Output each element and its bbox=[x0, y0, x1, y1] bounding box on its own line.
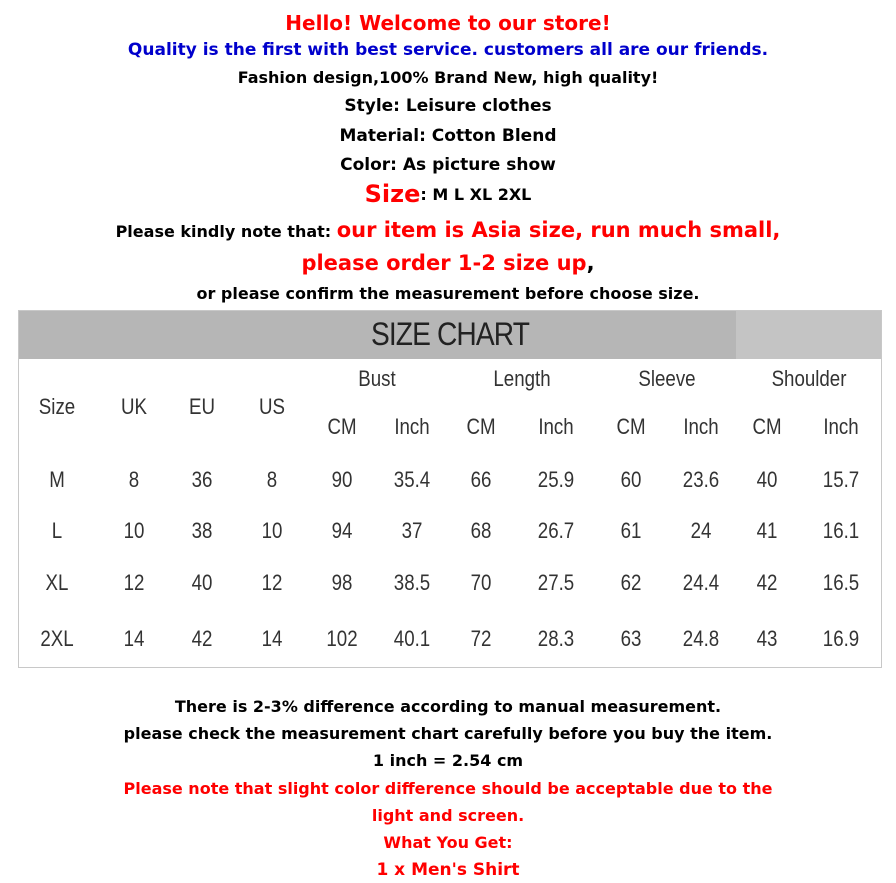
table-cell: XL bbox=[45, 570, 69, 595]
table-cell: 27.5 bbox=[537, 570, 575, 595]
fashion-line: Fashion design,100% Brand New, high quality! bbox=[237, 68, 659, 87]
unit-header: Inch bbox=[394, 414, 430, 439]
table-cell: 38.5 bbox=[393, 570, 431, 595]
table-cell: M bbox=[49, 467, 65, 492]
table-cell: 35.4 bbox=[393, 467, 431, 492]
check-note: please check the measurement chart carefully before you buy the item. bbox=[123, 724, 773, 743]
unit-header: Inch bbox=[538, 414, 574, 439]
table-cell: 102 bbox=[326, 626, 358, 651]
size-chart-title: SIZE CHART bbox=[370, 316, 530, 352]
table-cell: 68 bbox=[470, 518, 492, 543]
table-cell: 38 bbox=[191, 518, 213, 543]
note-line bbox=[0, 218, 896, 242]
table-cell: 15.7 bbox=[822, 467, 860, 492]
table-cell: 12 bbox=[123, 570, 145, 595]
confirm-line: or please confirm the measurement before choose size. bbox=[196, 284, 700, 303]
group-header: Shoulder bbox=[771, 366, 847, 391]
size-chart bbox=[18, 310, 882, 668]
table-cell: 37 bbox=[401, 518, 423, 543]
note-warning-2: please order 1-2 size up bbox=[301, 251, 587, 275]
table-cell: 43 bbox=[756, 626, 778, 651]
table-cell: 8 bbox=[128, 467, 140, 492]
table-cell: 24.4 bbox=[682, 570, 720, 595]
size-values: : M L XL 2XL bbox=[420, 185, 532, 204]
table-cell: 42 bbox=[191, 626, 213, 651]
table-cell: 60 bbox=[620, 467, 642, 492]
table-cell: 42 bbox=[756, 570, 778, 595]
table-cell: 94 bbox=[331, 518, 353, 543]
table-cell: 40 bbox=[756, 467, 778, 492]
table-cell: 16.5 bbox=[822, 570, 860, 595]
unit-header: CM bbox=[752, 414, 782, 439]
style-line: Style: Leisure clothes bbox=[344, 96, 552, 116]
group-header: Bust bbox=[358, 366, 396, 391]
table-cell: 70 bbox=[470, 570, 492, 595]
table-cell: 40 bbox=[191, 570, 213, 595]
package-item: 1 x Men's Shirt bbox=[376, 860, 520, 880]
difference-note: There is 2-3% difference according to manual measurement. bbox=[174, 697, 722, 716]
color-line: Color: As picture show bbox=[340, 155, 556, 175]
col-header: UK bbox=[121, 394, 147, 419]
table-cell: 26.7 bbox=[537, 518, 575, 543]
table-cell: 10 bbox=[261, 518, 283, 543]
table-cell: 62 bbox=[620, 570, 642, 595]
group-header: Length bbox=[493, 366, 551, 391]
table-cell: 40.1 bbox=[393, 626, 431, 651]
table-cell: 61 bbox=[620, 518, 642, 543]
table-cell: 63 bbox=[620, 626, 642, 651]
table-cell: 28.3 bbox=[537, 626, 575, 651]
table-cell: 72 bbox=[470, 626, 492, 651]
table-cell: 98 bbox=[331, 570, 353, 595]
note-prefix: Please kindly note that: bbox=[115, 222, 337, 241]
table-cell: L bbox=[51, 518, 63, 543]
group-header: Sleeve bbox=[638, 366, 696, 391]
col-header: EU bbox=[189, 394, 215, 419]
table-cell: 24 bbox=[690, 518, 712, 543]
note-comma: , bbox=[586, 251, 595, 275]
size-label: Size bbox=[364, 180, 421, 208]
table-cell: 90 bbox=[331, 467, 353, 492]
table-cell: 24.8 bbox=[682, 626, 720, 651]
table-cell: 8 bbox=[266, 467, 278, 492]
size-chart-header bbox=[19, 311, 881, 359]
unit-header: CM bbox=[616, 414, 646, 439]
note-line-2 bbox=[0, 251, 896, 275]
table-cell: 12 bbox=[261, 570, 283, 595]
unit-header: Inch bbox=[823, 414, 859, 439]
table-cell: 14 bbox=[261, 626, 283, 651]
col-header: Size bbox=[38, 394, 76, 419]
table-cell: 25.9 bbox=[537, 467, 575, 492]
table-cell: 16.9 bbox=[822, 626, 860, 651]
material-line: Material: Cotton Blend bbox=[339, 126, 557, 146]
quality-tagline: Quality is the first with best service. customers all are our friends. bbox=[127, 40, 769, 60]
color-note-1: Please note that slight color difference should be acceptable due to the bbox=[123, 779, 773, 798]
table-cell: 41 bbox=[756, 518, 778, 543]
table-cell: 66 bbox=[470, 467, 492, 492]
table-cell: 16.1 bbox=[822, 518, 860, 543]
table-cell: 36 bbox=[191, 467, 213, 492]
color-note-2: light and screen. bbox=[371, 806, 525, 825]
table-cell: 14 bbox=[123, 626, 145, 651]
table-cell: 2XL bbox=[40, 626, 74, 651]
unit-header: Inch bbox=[683, 414, 719, 439]
table-cell: 10 bbox=[123, 518, 145, 543]
unit-header: CM bbox=[327, 414, 357, 439]
welcome-heading: Hello! Welcome to our store! bbox=[285, 11, 611, 35]
table-cell: 23.6 bbox=[682, 467, 720, 492]
col-header: US bbox=[259, 394, 285, 419]
size-line bbox=[0, 180, 896, 208]
conversion-note: 1 inch = 2.54 cm bbox=[372, 751, 524, 770]
note-warning-1: our item is Asia size, run much small, bbox=[336, 218, 781, 242]
what-you-get: What You Get: bbox=[383, 833, 513, 852]
unit-header: CM bbox=[466, 414, 496, 439]
